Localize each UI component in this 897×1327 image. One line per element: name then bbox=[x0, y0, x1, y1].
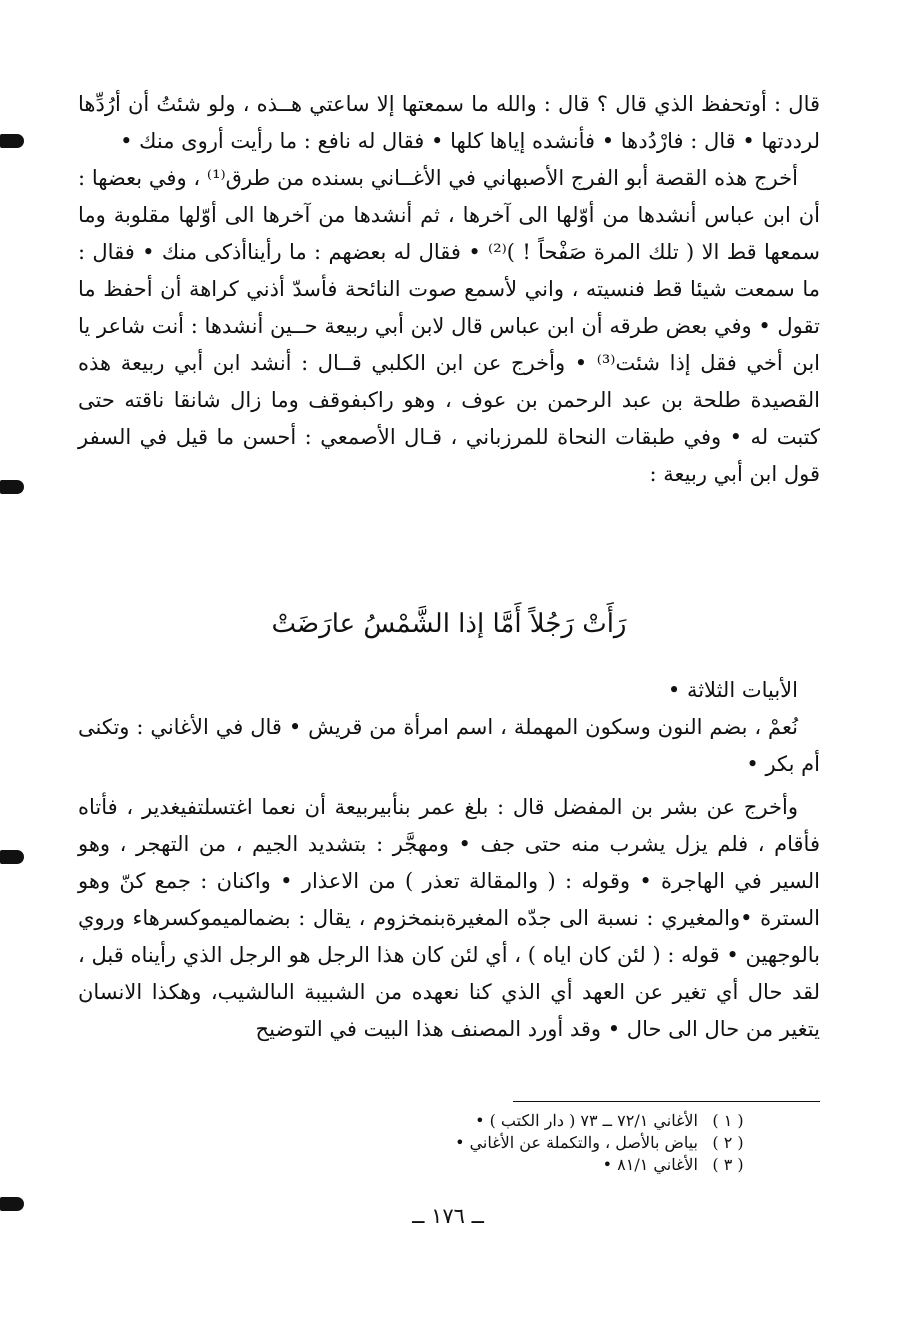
binding-hole-mark bbox=[0, 850, 24, 864]
page-number: ــ ١٧٦ ــ bbox=[412, 1204, 484, 1228]
paragraph-5: وأخرج عن بشر بن المفضل قال : بلغ عمر بنأبيربيعة أن نعما اغتسلتفيغدير ، فأتاه فأقام ، فلم يزل يشرب منه حتى جف • ومهجَّر : بتشديد الجيم ، من التهجر ، وهو السير في الهاجرة • وقوله : ( والمقالة تعذر ) من الاعذار • واكنان : جمع كنّ وهو السترة •والمغيري : نسبة الى جدّه المغيرةبنمخزوم ، يقال : بضمالميموكسرهاء وروي بالوجهين • قوله : ( لئن كان اياه ) ، أي لئن كان هذا الرجل هو الرجل الذي رأيناه قبل ، لقد حال أي تغير عن العهد أي الذي كنا نعهده من الشبيبة الىالشيب، وهكذا الانسان يتغير من حال الى حال • وقد أورد المصنف هذا البيت في التوضيح bbox=[78, 795, 820, 1041]
body-text-bottom bbox=[78, 672, 820, 1048]
footnote-item bbox=[300, 1154, 758, 1176]
footnote-item bbox=[300, 1110, 758, 1132]
binding-hole-mark bbox=[0, 480, 24, 494]
footnote-number: ( ٢ ) bbox=[712, 1133, 744, 1152]
binding-hole-mark bbox=[0, 1197, 24, 1211]
footnote-item bbox=[300, 1132, 758, 1154]
footnote-text: الأغاني ٧٢/١ ــ ٧٣ ( دار الكتب ) • bbox=[475, 1111, 698, 1130]
footnote-separator bbox=[513, 1101, 820, 1102]
paragraph-1: قال : أوتحفظ الذي قال ؟ قال : والله ما سمعتها إلا ساعتي هــذه ، ولو شئتُ أن أرُدِّها لرددتها • قال : فارْدُدها • فأنشده إياها كلها • فقال له نافع : ما رأيت أروى منك • bbox=[78, 92, 821, 153]
footnote-text: بياض بالأصل ، والتكملة عن الأغاني • bbox=[455, 1133, 698, 1152]
body-text-top bbox=[78, 86, 820, 493]
footnote-number: ( ١ ) bbox=[712, 1111, 744, 1130]
verse-line: رَأَتْ رَجُلاً أَمَّا إذا الشَّمْسُ عارَضَتْ bbox=[271, 609, 627, 639]
paragraph-4: نُعمْ ، بضم النون وسكون المهملة ، اسم امرأة من قريش • قال في الأغاني : وتكنى أم بكر • bbox=[78, 715, 820, 776]
paragraph-3: الأبيات الثلاثة • bbox=[667, 678, 798, 702]
paragraph-2: أخرج هذه القصة أبو الفرج الأصبهاني في الأغــاني بسنده من طرق⁽¹⁾ ، وفي بعضها : أن ابن عباس أنشدها من أوّلها الى آخرها ، ثم أنشدها من آخرها الى أوّلها مقلوبة وما سمعها قط الا ( تلك المرة صَفْحاً ! )⁽²⁾ • فقال له بعضهم : ما رأيناأذكى منك • فقال : ما سمعت شيئا قط فنسيته ، واني لأسمع صوت النائحة فأسدّ أذني كراهة أن أحفظ ما تقول • وفي بعض طرقه أن ابن عباس قال لابن أبي ربيعة حــين أنشدها : أنت شاعر يا ابن أخي فقل إذا شئت⁽³⁾ • وأخرج عن ابن الكلبي قــال : أنشد ابن أبي ربيعة هذه القصيدة طلحة بن عبد الرحمن بن عوف ، وهو راكبفوقف وما زال شانقا ناقته حتى كتبت له • وفي طبقات النحاة للمرزباني ، قـال الأصمعي : أحسن ما قيل في السفر قول ابن أبي ربيعة : bbox=[78, 166, 820, 486]
binding-hole-mark bbox=[0, 134, 24, 148]
footnotes bbox=[300, 1110, 758, 1176]
footnote-text: الأغاني ٨١/١ • bbox=[602, 1155, 698, 1174]
footnote-number: ( ٣ ) bbox=[712, 1155, 744, 1174]
